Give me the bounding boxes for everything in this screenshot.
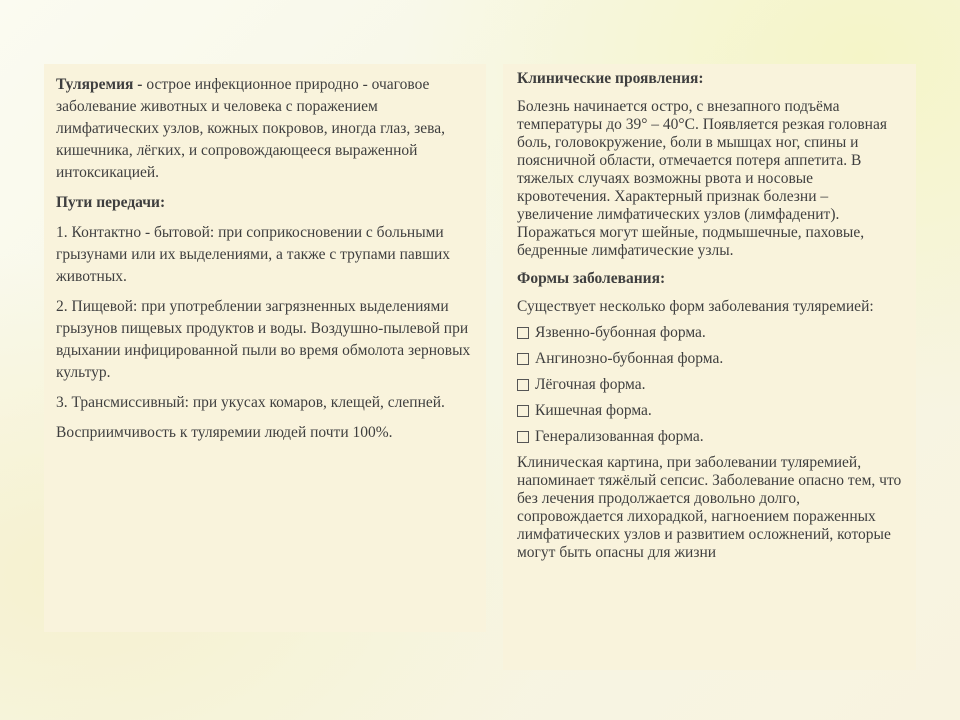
definition-text: острое инфекционное природно - очаговое заболевание животных и человека с поражением лимфатических узлов, кожных покровов, иногда глаз, зева, кишечника, лёгких, и сопровождающееся выраженной интоксикацией. xyxy=(56,76,445,181)
right-text-panel xyxy=(503,64,916,670)
heading-transmission: Пути передачи: xyxy=(56,194,166,211)
conclusion-text: Клиническая картина, при заболевании туляремией, напоминает тяжёлый сепсис. Заболевание опасно тем, что без лечения продолжается довольно долго, сопровождается лихорадкой, нагноением пораженных лимфатических узлов и развитием осложнений, которые могут быть опасны для жизни xyxy=(517,454,902,561)
bullet-box-icon xyxy=(517,405,529,417)
term-tularemia: Туляремия - xyxy=(56,76,143,93)
form-item xyxy=(517,402,904,420)
transmission-item-1: 1. Контактно - бытовой: при соприкосновении с больными грызунами или их выделениями, а также с трупами павших животных. xyxy=(56,224,451,285)
susceptibility-text: Восприимчивость к туляремии людей почти 100%. xyxy=(56,424,393,441)
transmission-item-3: 3. Трансмиссивный: при укусах комаров, клещей, слепней. xyxy=(56,394,445,411)
transmission-item-2: 2. Пищевой: при употреблении загрязненных выделениями грызунов пищевых продуктов и воды. Воздушно-пылевой при вдыхании инфицированной пыли во время обмолота зерновых культур. xyxy=(56,298,471,381)
form-item-text: Генерализованная форма. xyxy=(535,428,704,445)
heading-forms: Формы заболевания: xyxy=(517,270,666,287)
heading-clinical: Клинические проявления: xyxy=(517,70,704,87)
form-item-text: Кишечная форма. xyxy=(535,402,652,419)
form-item-text: Ангинозно-бубонная форма. xyxy=(535,350,724,367)
definition-paragraph xyxy=(56,74,474,184)
form-item-text: Язвенно-бубонная форма. xyxy=(535,324,706,341)
form-item-text: Лёгочная форма. xyxy=(535,376,646,393)
bullet-box-icon xyxy=(517,327,529,339)
clinical-text: Болезнь начинается остро, с внезапного подъёма температуры до 39° – 40°C. Появляется резкая головная боль, головокружение, боли в мышцах ног, спины и поясничной области, отмечается потеря аппетита. В тяжелых случаях возможны рвота и носовые кровотечения. Характерный признак болезни – увеличение лимфатических узлов (лимфаденит). Поражаться могут шейные, подмышечные, паховые, бедренные лимфатические узлы. xyxy=(517,98,887,259)
form-item xyxy=(517,376,904,394)
bullet-box-icon xyxy=(517,431,529,443)
bullet-box-icon xyxy=(517,353,529,365)
form-item xyxy=(517,350,904,368)
left-text-panel xyxy=(44,64,486,632)
form-item xyxy=(517,428,904,446)
form-item xyxy=(517,324,904,342)
forms-intro: Существует несколько форм заболевания туляремией: xyxy=(517,298,874,315)
bullet-box-icon xyxy=(517,379,529,391)
